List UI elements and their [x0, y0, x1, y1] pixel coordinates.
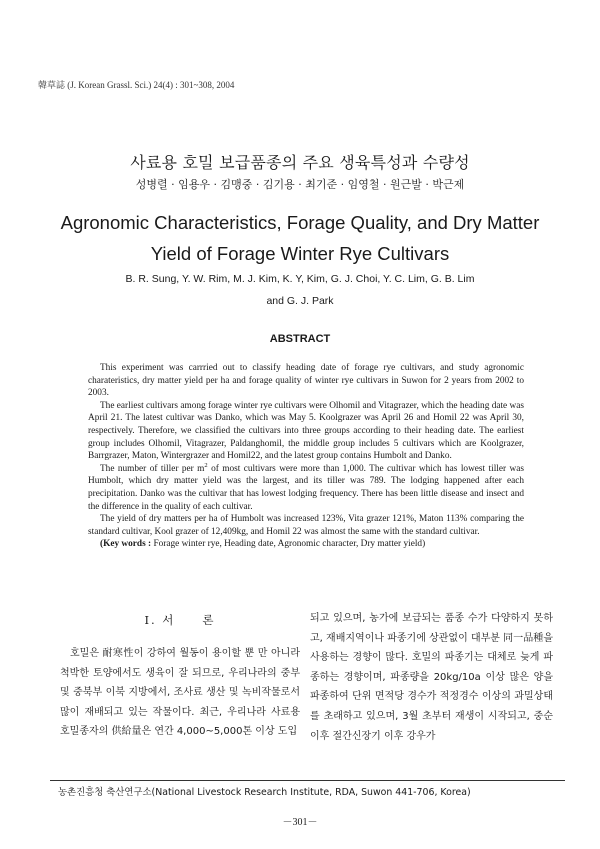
korean-authors: 성병렬 · 임용우 · 김맹중 · 김기용 · 최기준 · 임영철 · 원근발 · 박근제: [135, 178, 465, 191]
right-column: [310, 609, 553, 746]
english-title-line-1: Agronomic Characteristics, Forage Quality, and Dry Matter: [60, 212, 540, 233]
abstract-p3-rest: of most cultivars were more than 1,000. The cultivar which has lowest tiller was Humbolt, which dry matter yield was the largest, and its tiller was 789. The lodging happened after each precipitation. Danko was the cultivar that has lowest lodging frequency. There has been little disease and insect and the difference in the quality of each cultivar.: [88, 463, 524, 512]
left-column: [60, 612, 300, 742]
keywords-label: (Key words :: [100, 539, 152, 550]
english-authors-line-1: B. R. Sung, Y. W. Rim, M. J. Kim, K. Y, Kim, G. J. Choi, Y. C. Lim, G. B. Lim: [125, 273, 475, 285]
english-authors: [0, 268, 600, 312]
left-column-text: 호밀은 耐寒性이 강하여 월동이 용이할 뿐 만 아니라 척박한 토양에서도 생육이 잘 되므로, 우리나라의 중부 및 중북부 이북 지방에서, 조사료 생산 및 녹비작물로서 많이 재배되고 있는 작물이다. 최근, 우리나라 사료용 호밀종자의 供給量은 연간 4,000~5,000톤 이상 도입: [60, 648, 300, 738]
abstract-body: [88, 362, 524, 551]
abstract-paragraph-4: The yield of dry matters per ha of Humbolt was increased 123%, Vita grazer 121%, Maton 113% comparing the standard cultivar, Kool grazer of 12,409kg, and Homil 22 was almost the same with the standard cultivar.: [88, 514, 524, 537]
keywords-text: Forage winter rye, Heading date, Agronomic character, Dry matter yield): [151, 539, 426, 550]
section-heading-introduction: Ⅰ. 서 론: [144, 613, 216, 627]
journal-reference: 韓草誌 (J. Korean Grassl. Sci.) 24(4) : 301~308, 2004: [38, 80, 235, 90]
footnote-divider: [50, 780, 565, 781]
abstract-heading: ABSTRACT: [269, 333, 331, 345]
abstract-paragraph-3: [88, 463, 524, 513]
superscript-two: 2: [204, 461, 208, 469]
english-title-line-2: Yield of Forage Winter Rye Cultivars: [150, 243, 450, 264]
english-authors-line-2: and G. J. Park: [266, 295, 334, 307]
abstract-p3-start: The number of tiller per m: [100, 463, 205, 474]
abstract-paragraph-1: This experiment was carrried out to classify heading date of forage rye cultivars, and study agronomic charateristics, dry matter yield per ha and forage quality of winter rye cultivars in Suwon for 2 years from 2002 to 2003.: [88, 363, 524, 399]
keywords: [88, 538, 524, 551]
korean-title: 사료용 호밀 보급품종의 주요 생육특성과 수량성: [130, 153, 470, 172]
right-column-text: 되고 있으며, 농가에 보급되는 품종 수가 다양하지 못하고, 재배지역이나 파종기에 상관없이 대부분 同一品種을 사용하는 경향이 많다. 호밀의 파종기는 대체로 늦게 파종하는 경향이며, 파종량을 20kg/10a 이상 많은 양을 파종하여 단위 면적당 경수가 적정경수 이상의 과밀상태를 초래하고 있으며, 3월 초부터 재생이 시작되고, 중순이후 절간신장기 이후 강우가: [310, 613, 553, 742]
affiliation-footnote: 농촌진흥청 축산연구소(National Livestock Research Institute, RDA, Suwon 441-706, Korea): [58, 787, 471, 798]
page-number: －301－: [282, 817, 318, 828]
english-title: [0, 207, 600, 269]
abstract-paragraph-2: The earliest cultivars among forage winter rye cultivars were Olhomil and Vitagrazer, which the heading date was April 21. The latest cultivar was Danko, which was May 5. Koolgrazer was April 26 and Homil 22 was April 30, respectively. Therefore, we classified the cultivars into three groups according to their heading date. The earliest group includes Olhomil, Vitagrazer, Paldanghomil, the middle group includes 5 cultivars which are Koolgrazer, Barrgrazer, Maton, Wintergrazer and Homil22, and the latest group contains Humbolt and Danko.: [88, 400, 524, 462]
